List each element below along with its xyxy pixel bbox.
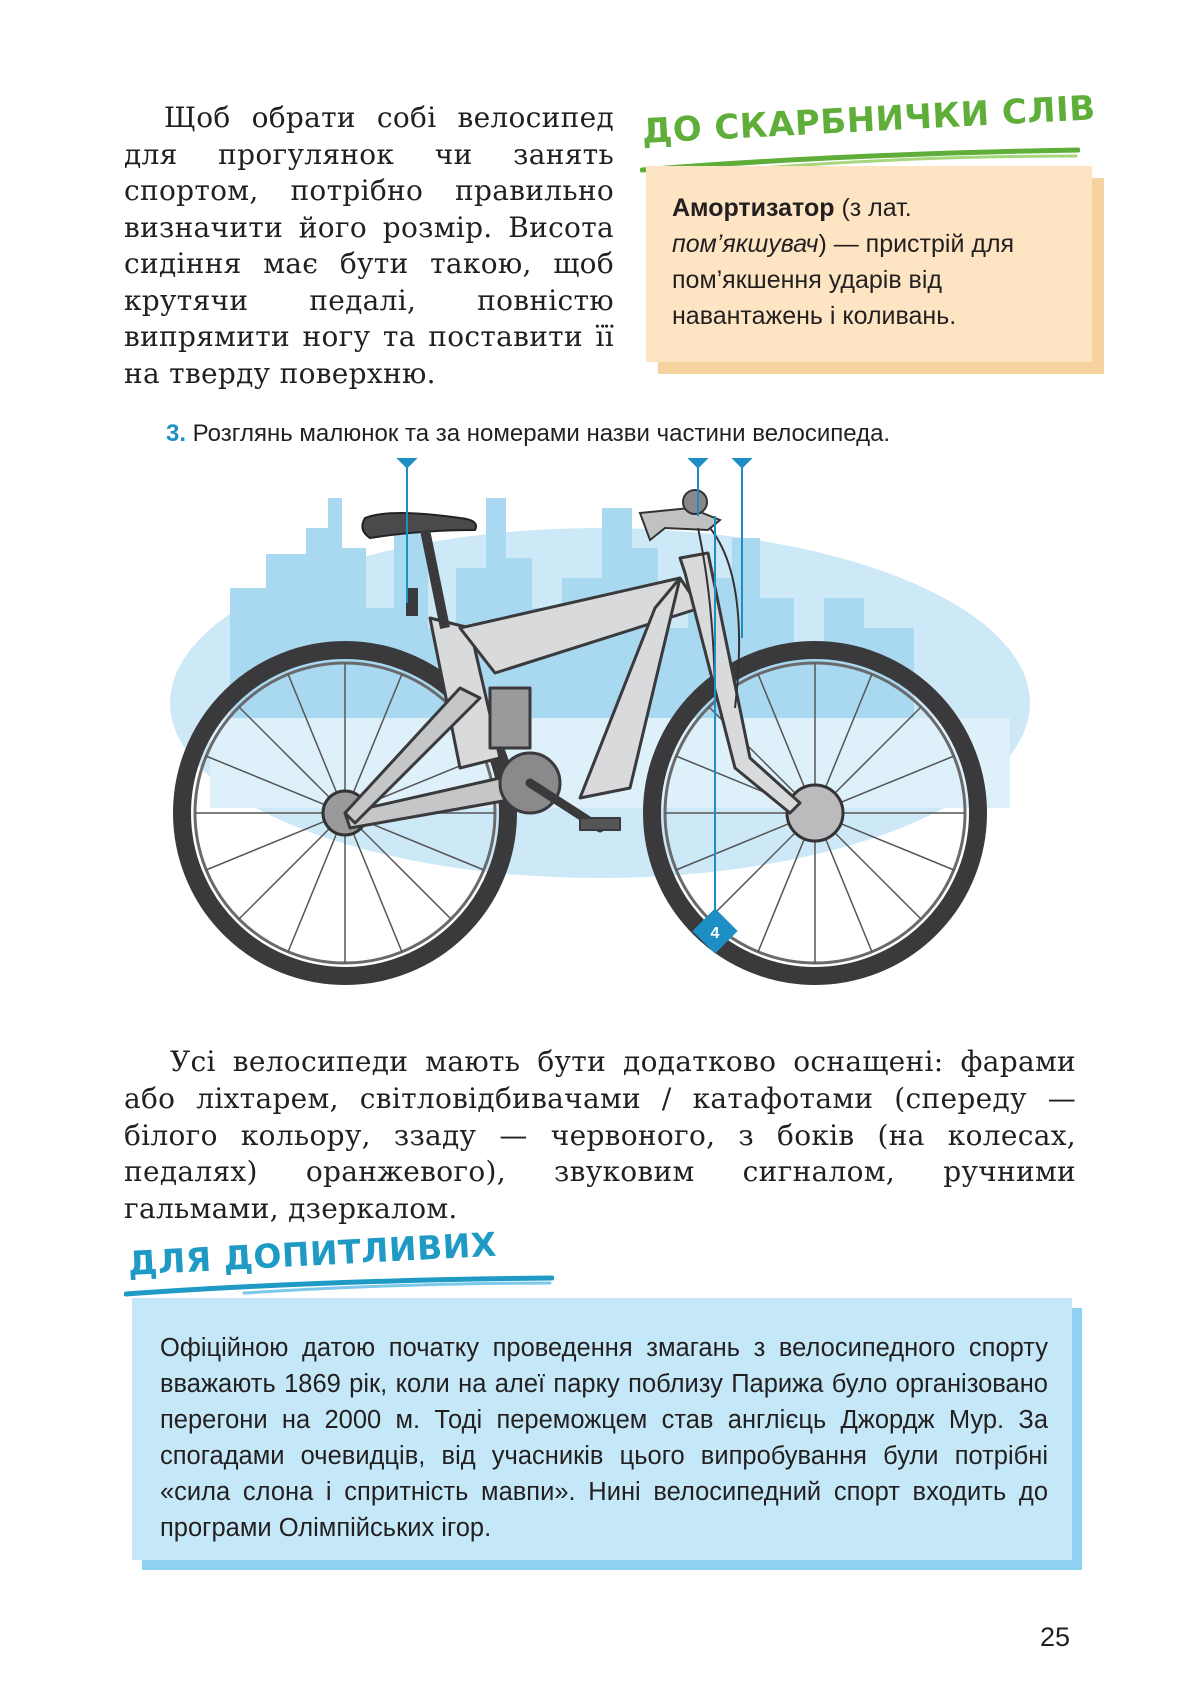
marker-3 [719, 458, 764, 469]
bicycle-figure [160, 458, 1040, 1028]
marker-label: 4 [710, 925, 720, 942]
word-bank-paren: (з лат. [834, 194, 912, 222]
word-bank-box [646, 166, 1092, 362]
intro-paragraph: Щоб обрати собі велосипед для прогулянок чи занять спортом, потрібно правильно визначити його розмір. Висота сидіння має бути такою, щоб крутячи педалі, повністю випрямити ногу та поставити її на тверду поверхню. [124, 101, 614, 390]
curious-box [132, 1298, 1072, 1560]
page-number: 25 [1040, 1622, 1071, 1652]
word-bank-origin: пом’якшувач [672, 230, 819, 258]
marker-1 [384, 458, 429, 469]
curious-text: Офіційною датою початку проведення змагань з велосипедного спорту вважають 1869 рік, коли на алеї парку поблизу Парижа було організовано перегони на 2000 м. Тоді переможцем став англієць Джордж Мур. За спогадами очевидців, від учасників цього випробування були потрібні «сила слона і спритність мавпи». Нині велосипедний спорт входить до програми Олімпійських ігор. [160, 1334, 1048, 1542]
curious-underline [124, 1274, 554, 1300]
word-bank-title: ДО СКАРБНИЧКИ СЛІВ [640, 88, 1097, 152]
word-bank-definition [672, 190, 1072, 334]
task-number: 3. [166, 420, 187, 447]
equipment-paragraph: Усі велосипеди мають бути додатково оснащені: фарами або ліхтарем, світловідбивачами / катафотами (спереду — білого кольору, ззаду — червоного, з боків (на колесах, педалях) оранжевого), звуковим сигналом, ручними гальмами, дзеркалом. [124, 1045, 1076, 1226]
task-text: Розглянь малюнок та за номерами назви частини велосипеда. [186, 420, 891, 447]
word-bank-meaning: ) — пристрій для пом’якшення ударів від навантажень і коливань. [672, 230, 1015, 330]
task-instruction [166, 420, 890, 448]
curious-title: ДЛЯ ДОПИТЛИВИХ [126, 1224, 498, 1283]
marker-2 [675, 458, 720, 469]
word-bank-term: Амортизатор [672, 194, 835, 222]
